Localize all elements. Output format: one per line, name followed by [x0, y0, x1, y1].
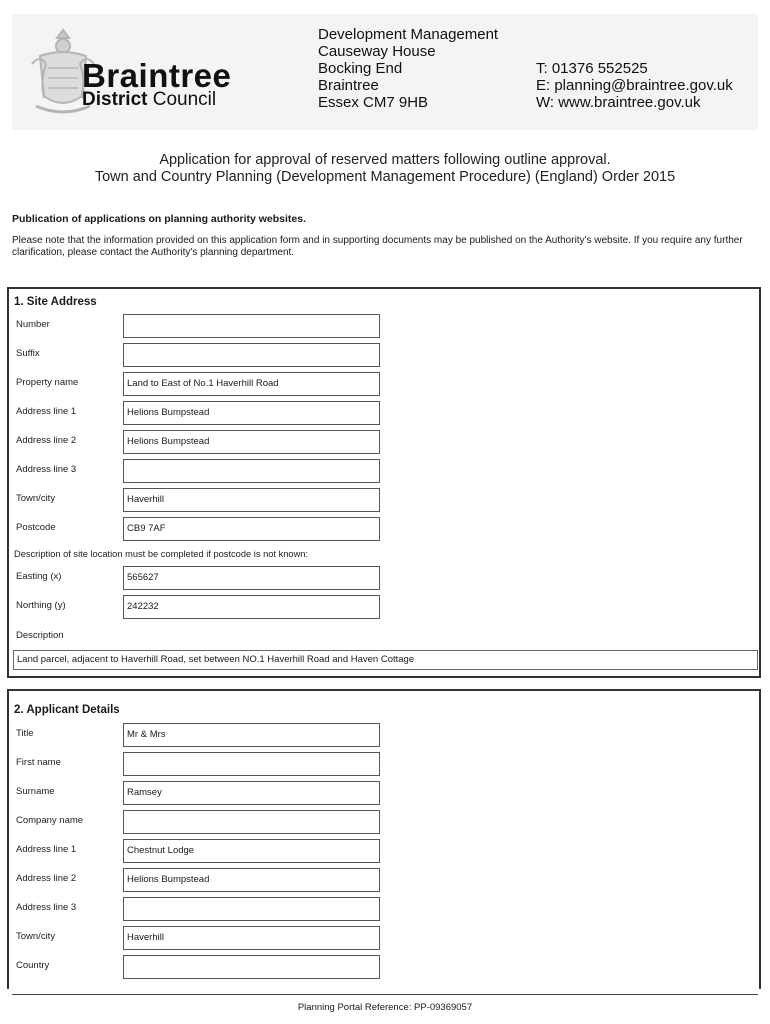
- field-label: Address line 1: [16, 844, 77, 855]
- applicant-details-section: [7, 689, 761, 989]
- address-line: Development Management: [318, 26, 499, 43]
- field-label: Town/city: [16, 931, 56, 942]
- field-row: [9, 488, 759, 512]
- field-label: First name: [16, 757, 61, 768]
- field-label: Address line 1: [16, 406, 77, 417]
- form-title: [0, 152, 770, 186]
- field-row: [9, 868, 759, 892]
- field-label: Company name: [16, 815, 84, 826]
- field-label: Surname: [16, 786, 55, 797]
- field-row: [9, 401, 759, 425]
- field-row: [9, 517, 759, 541]
- field-row: [9, 723, 759, 747]
- form-title-line1: Application for approval of reserved matters following outline approval.: [159, 152, 611, 168]
- field-row: [9, 595, 759, 619]
- field-row: [9, 781, 759, 805]
- applicant-address-line3-field[interactable]: [123, 897, 380, 921]
- field-label: Country: [16, 960, 50, 971]
- field-label: Easting (x): [16, 571, 62, 582]
- contact-website: W: www.braintree.gov.uk: [536, 94, 701, 111]
- field-row: [9, 955, 759, 979]
- description-field[interactable]: Land parcel, adjacent to Haverhill Road, set between NO.1 Haverhill Road and Haven Cottage: [13, 650, 758, 670]
- first-name-field[interactable]: [123, 752, 380, 776]
- northing-field[interactable]: 242232: [123, 595, 380, 619]
- field-row: [9, 372, 759, 396]
- office-address: [318, 26, 498, 111]
- title-field[interactable]: Mr & Mrs: [123, 723, 380, 747]
- publication-note: Please note that the information provided on this application form and in supporting documents may be published on the Authority's website. If you require any further clarification, please contact the Authority's planning department.: [12, 235, 743, 258]
- brand-subtitle: [82, 89, 216, 111]
- brand-sub-rest: Council: [152, 89, 217, 110]
- section-title: 2. Applicant Details: [14, 704, 120, 716]
- applicant-address-line2-field[interactable]: Helions Bumpstead: [123, 868, 380, 892]
- contact-email: E: planning@braintree.gov.uk: [536, 77, 733, 94]
- field-row: [9, 839, 759, 863]
- easting-field[interactable]: 565627: [123, 566, 380, 590]
- address-line: Braintree: [318, 77, 379, 94]
- address-line1-field[interactable]: Helions Bumpstead: [123, 401, 380, 425]
- field-label: Title: [16, 728, 34, 739]
- field-row: [9, 752, 759, 776]
- postcode-field[interactable]: CB9 7AF: [123, 517, 380, 541]
- location-note: Description of site location must be completed if postcode is not known:: [14, 549, 309, 559]
- address-line: Essex CM7 9HB: [318, 94, 429, 111]
- field-label: Property name: [16, 377, 79, 388]
- field-row: [9, 314, 759, 338]
- field-row: [9, 810, 759, 834]
- description-label: Description: [16, 630, 64, 641]
- suffix-field[interactable]: [123, 343, 380, 367]
- field-label: Address line 3: [16, 902, 77, 913]
- field-label: Town/city: [16, 493, 56, 504]
- company-name-field[interactable]: [123, 810, 380, 834]
- brand-sub-bold: District: [82, 89, 148, 110]
- field-row: [9, 926, 759, 950]
- field-row: [9, 459, 759, 483]
- field-label: Northing (y): [16, 600, 66, 611]
- section-title: 1. Site Address: [14, 296, 97, 308]
- surname-field[interactable]: Ramsey: [123, 781, 380, 805]
- field-label: Number: [16, 319, 50, 330]
- property-name-field[interactable]: Land to East of No.1 Haverhill Road: [123, 372, 380, 396]
- letterhead: [12, 14, 758, 130]
- field-label: Address line 2: [16, 435, 77, 446]
- applicant-town-city-field[interactable]: Haverhill: [123, 926, 380, 950]
- applicant-address-line1-field[interactable]: Chestnut Lodge: [123, 839, 380, 863]
- address-line3-field[interactable]: [123, 459, 380, 483]
- address-line2-field[interactable]: Helions Bumpstead: [123, 430, 380, 454]
- field-label: Address line 3: [16, 464, 77, 475]
- publication-heading: Publication of applications on planning authority websites.: [12, 213, 307, 225]
- contact-details: [536, 60, 733, 111]
- field-label: Suffix: [16, 348, 40, 359]
- address-line: Bocking End: [318, 60, 403, 77]
- number-field[interactable]: [123, 314, 380, 338]
- country-field[interactable]: [123, 955, 380, 979]
- field-row: [9, 897, 759, 921]
- site-address-section: [7, 287, 761, 678]
- field-label: Postcode: [16, 522, 56, 533]
- footer-divider: [12, 994, 758, 995]
- field-label: Address line 2: [16, 873, 77, 884]
- contact-phone: T: 01376 552525: [536, 60, 648, 77]
- brand-name: Braintree: [82, 57, 232, 94]
- field-row: [9, 430, 759, 454]
- town-city-field[interactable]: Haverhill: [123, 488, 380, 512]
- form-title-line2: Town and Country Planning (Development Management Procedure) (England) Order 2015: [94, 169, 676, 185]
- portal-reference: Planning Portal Reference: PP-09369057: [297, 1002, 473, 1013]
- address-line: Causeway House: [318, 43, 436, 60]
- field-row: [9, 343, 759, 367]
- field-row: [9, 566, 759, 590]
